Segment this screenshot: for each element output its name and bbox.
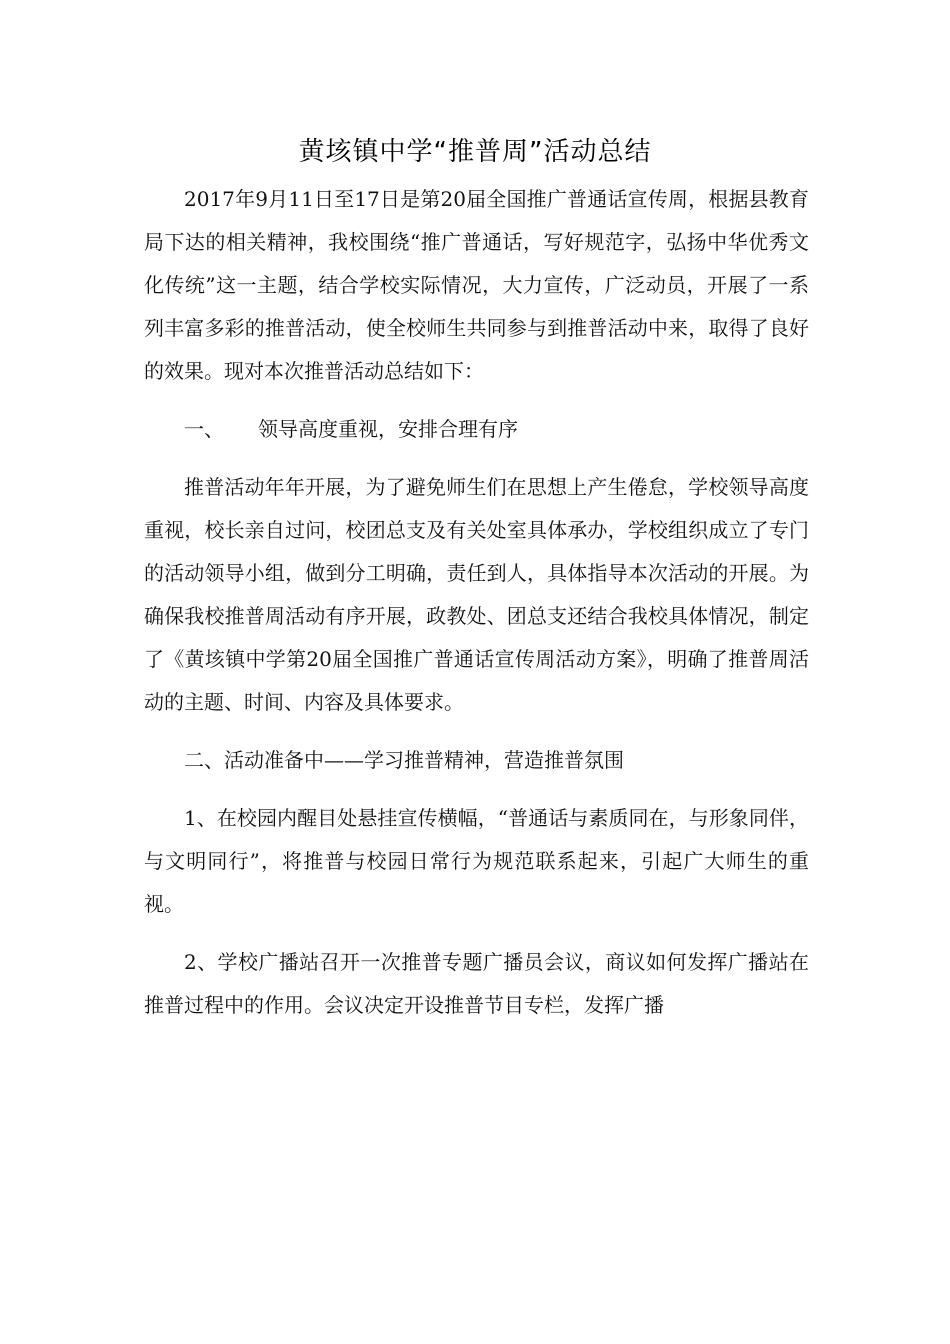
item2-paragraph: 2、学校广播站召开一次推普专题广播员会议，商议如何发挥广播站在推普过程中的作用。会议决定开设推普节目专栏，发挥广播 — [144, 950, 809, 1017]
document-title: 黄垓镇中学“推普周”活动总结 — [298, 137, 652, 167]
item1-paragraph: 1、在校园内醒目处悬挂宣传横幅，“普通话与素质同在，与形象同伴，与文明同行”，将推普与校园日常行为规范联系起来，引起广大师生的重视。 — [144, 806, 809, 916]
section1-heading-text: 领导高度重视，安排合理有序 — [258, 417, 518, 441]
section1-heading — [144, 408, 809, 451]
section1-number: 一、 — [184, 417, 224, 441]
intro-paragraph: 2017年9月11日至17日是第20届全国推广普通话宣传周，根据县教育局下达的相关精神，我校围绕“推广普通话，写好规范字，弘扬中华优秀文化传统”这一主题，结合学校实际情况，大力宣传，广泛动员，开展了一系列丰富多彩的推普活动，使全校师生共同参与到推普活动中来，取得了良好的效果。现对本次推普活动总结如下： — [144, 187, 809, 383]
section1-paragraph: 推普活动年年开展，为了避免师生们在思想上产生倦怠，学校领导高度重视，校长亲自过问，校团总支及有关处室具体承办，学校组织成立了专门的活动领导小组，做到分工明确，责任到人，具体指导本次活动的开展。为确保我校推普周活动有序开展，政教处、团总支还结合我校具体情况，制定了《黄垓镇中学第20届全国推广普通话宣传周活动方案》，明确了推普周活动的主题、时间、内容及具体要求。 — [144, 475, 809, 714]
section2-heading: 二、活动准备中——学习推普精神，营造推普氛围 — [184, 748, 624, 772]
document-body — [144, 178, 809, 1027]
